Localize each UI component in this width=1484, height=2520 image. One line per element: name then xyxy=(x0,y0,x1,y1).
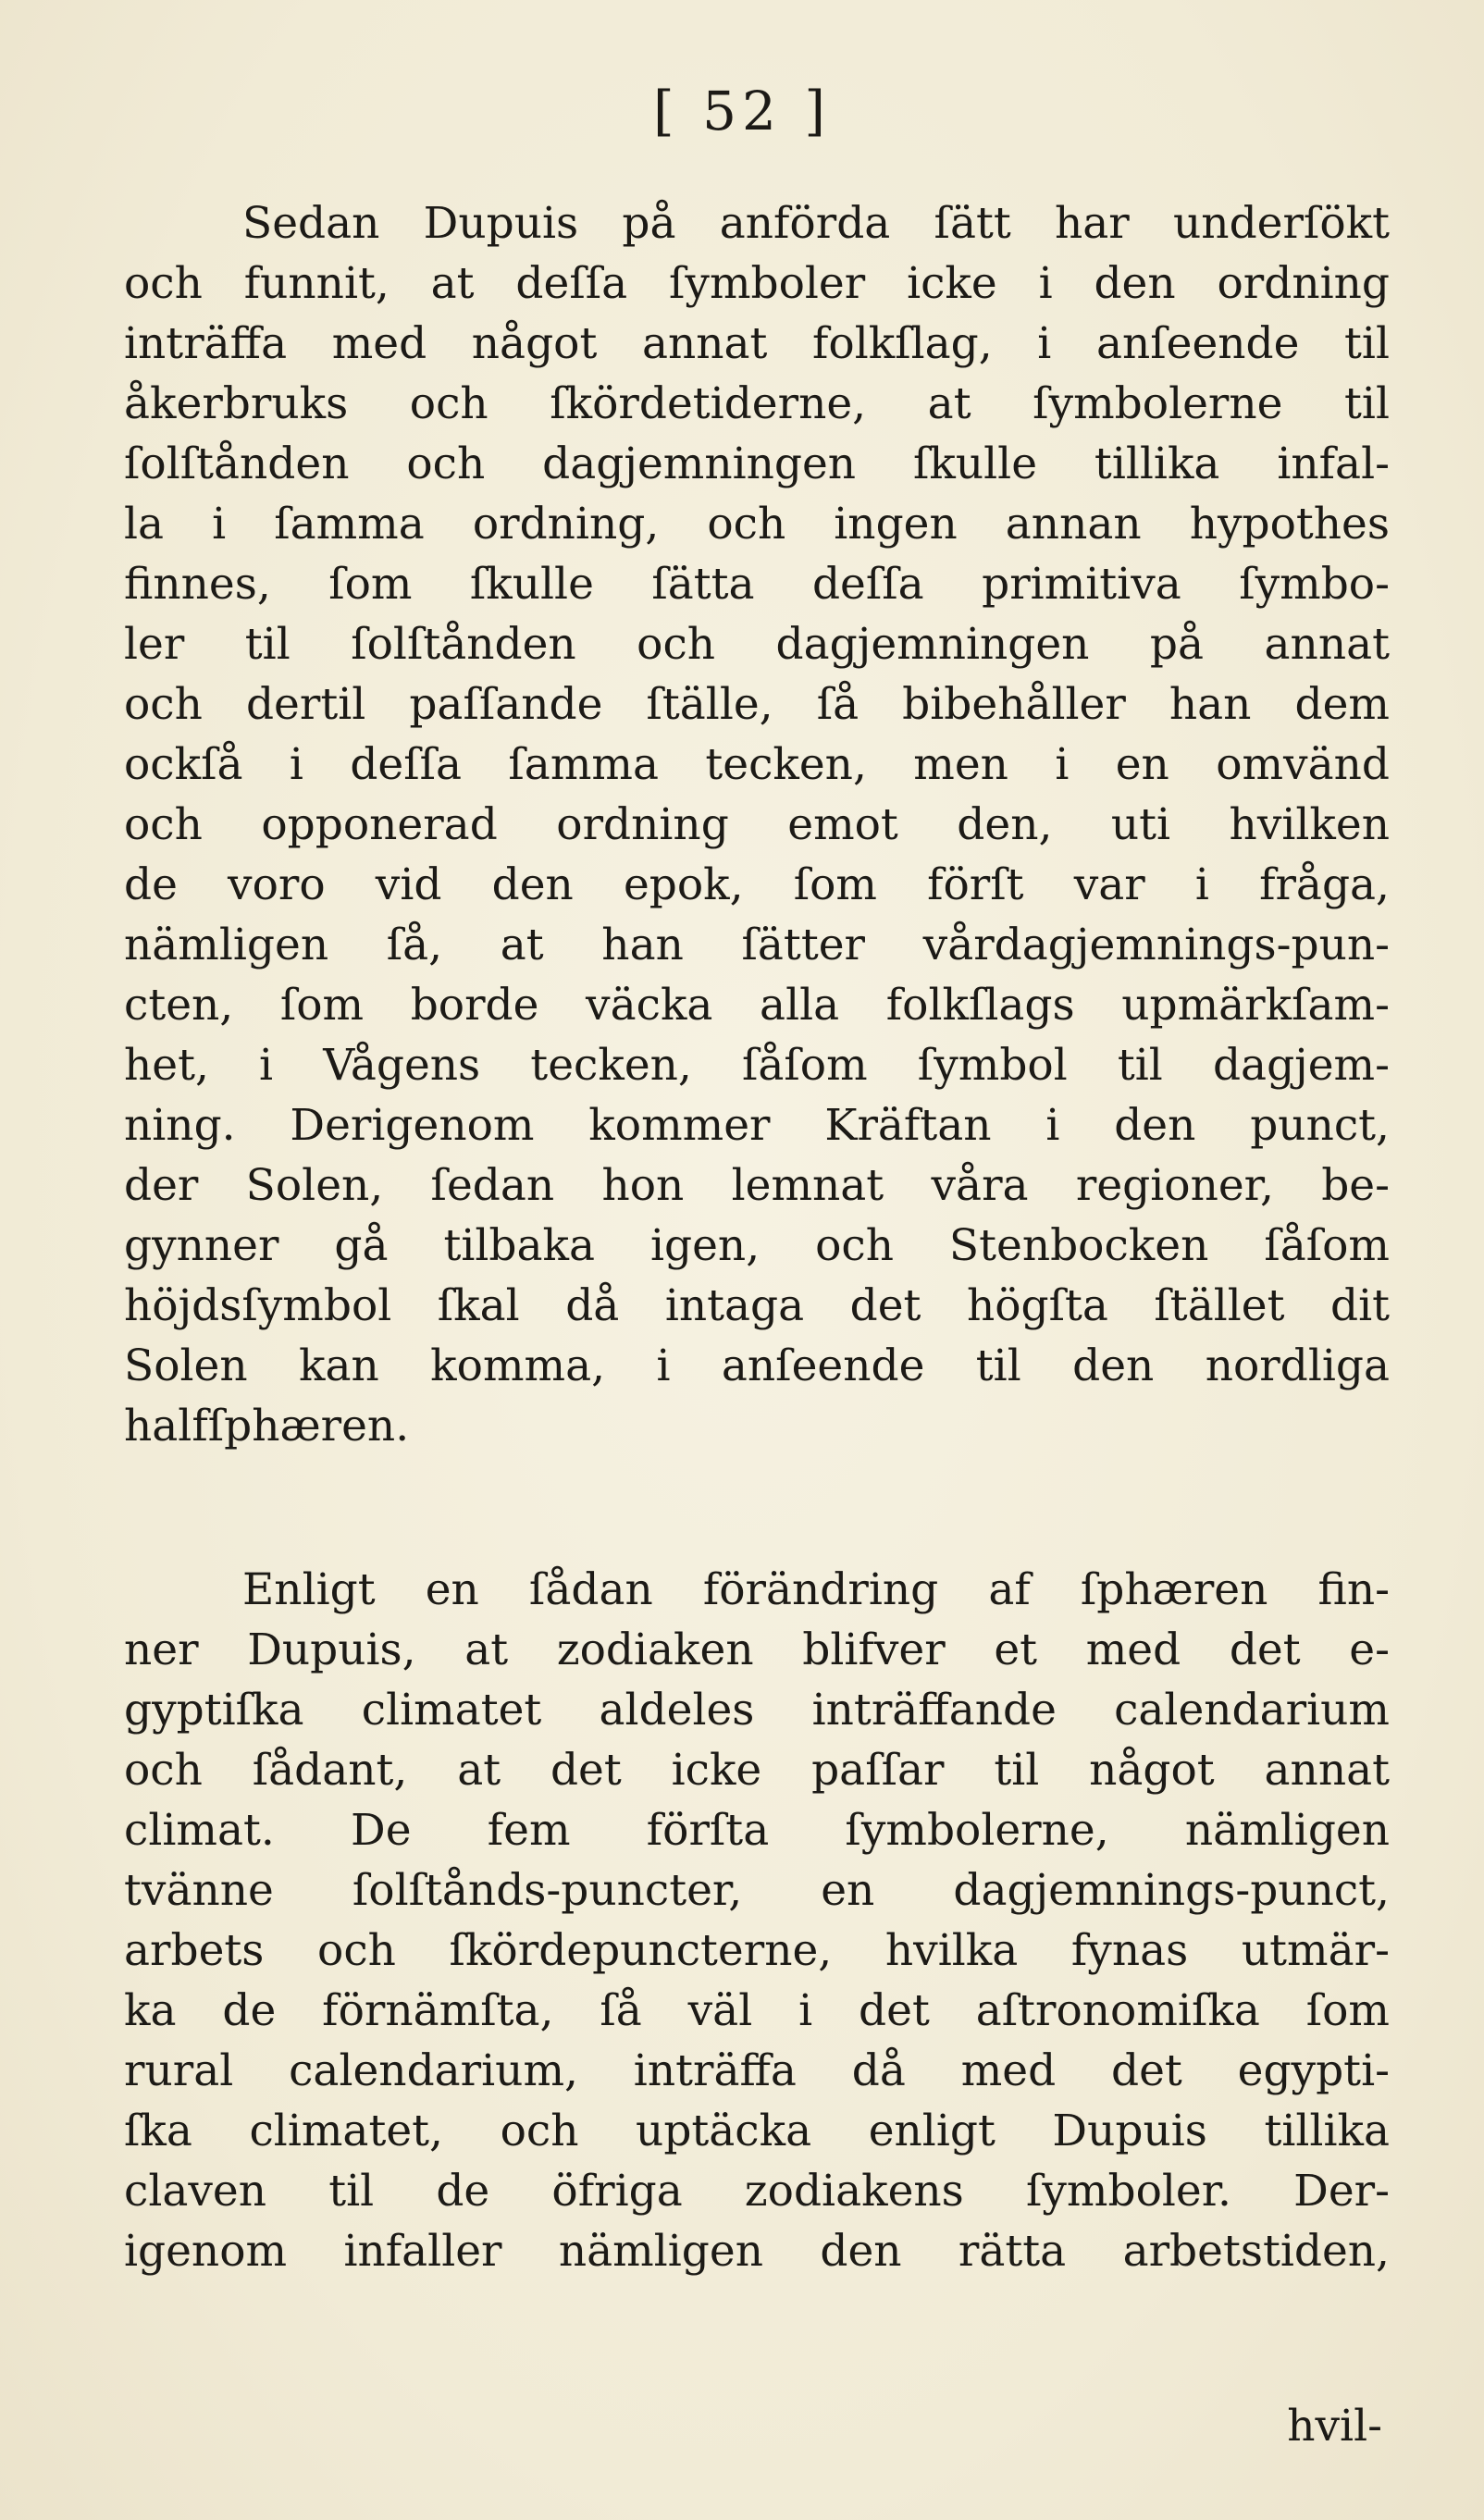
text-line: arbets och ſkördepuncterne, hvilka fynas utmär- xyxy=(124,1925,1390,1976)
text-line: ler til ſolſtånden och dagjemningen på annat xyxy=(124,619,1390,670)
text-line: nämligen ſå, at han ſätter vårdagjemnings-pun- xyxy=(124,920,1390,970)
text-line: la i ſamma ordning, och ingen annan hypothes xyxy=(124,499,1390,550)
text-line: tvänne ſolſtånds-puncter, en dagjemnings-punct, xyxy=(124,1865,1390,1916)
text-line: claven til de öfriga zodiakens ſymboler. Der- xyxy=(124,2166,1390,2217)
text-line: climat. De fem förſta ſymbolerne, nämligen xyxy=(124,1805,1390,1856)
text-line: rural calendarium, inträffa då med det egypti- xyxy=(124,2045,1390,2096)
text-line: cten, ſom borde väcka alla folkſlags upmärkſam- xyxy=(124,980,1390,1031)
text-line: och funnit, at deſſa ſymboler icke i den ordning xyxy=(124,258,1390,309)
text-line: höjdsſymbol ſkal då intaga det högſta ſtället dit xyxy=(124,1280,1390,1331)
text-line: ockſå i deſſa ſamma tecken, men i en omvänd xyxy=(124,739,1390,790)
text-line: ſka climatet, och uptäcka enligt Dupuis tillika xyxy=(124,2106,1390,2156)
text-line: de voro vid den epok, ſom förſt var i fråga, xyxy=(124,859,1390,910)
catchword: hvil- xyxy=(1287,2401,1382,2452)
text-line: och opponerad ordning emot den, uti hvilken xyxy=(124,799,1390,850)
text-line: ka de förnämſta, ſå väl i det aſtronomiſka ſom xyxy=(124,1985,1390,2036)
text-line: gyptiſka climatet aldeles inträffande calendarium xyxy=(124,1685,1390,1736)
text-line: ſolſtånden och dagjemningen ſkulle tillika infal- xyxy=(124,439,1390,489)
text-line: ning. Derigenom kommer Kräftan i den punct, xyxy=(124,1100,1390,1151)
text-line: Enligt en ſådan förändring af ſphæren fin- xyxy=(242,1564,1390,1615)
text-line: gynner gå tilbaka igen, och Stenbocken ſåſom xyxy=(124,1220,1390,1271)
text-line: Solen kan komma, i anſeende til den nordliga xyxy=(124,1340,1390,1391)
text-line: igenom infaller nämligen den rätta arbetstiden, xyxy=(124,2226,1390,2277)
text-line: der Solen, ſedan hon lemnat våra regioner, be- xyxy=(124,1160,1390,1211)
text-line: och dertil paſſande ſtälle, ſå bibehåller han dem xyxy=(124,679,1390,730)
page-number: [ 52 ] xyxy=(653,80,831,142)
text-line: Sedan Dupuis på anförda ſätt har underſökt xyxy=(242,198,1390,249)
text-line: inträffa med något annat folkſlag, i anſeende til xyxy=(124,318,1390,369)
text-line: och ſådant, at det icke paſſar til något annat xyxy=(124,1745,1390,1796)
text-line: åkerbruks och ſkördetiderne, at ſymbolerne til xyxy=(124,378,1390,429)
text-line: finnes, ſom ſkulle ſätta deſſa primitiva ſymbo- xyxy=(124,559,1390,610)
text-line: het, i Vågens tecken, ſåſom ſymbol til dagjem- xyxy=(124,1040,1390,1091)
text-line: halfſphæren. xyxy=(124,1401,410,1451)
text-line: ner Dupuis, at zodiaken blifver et med det e- xyxy=(124,1624,1390,1675)
